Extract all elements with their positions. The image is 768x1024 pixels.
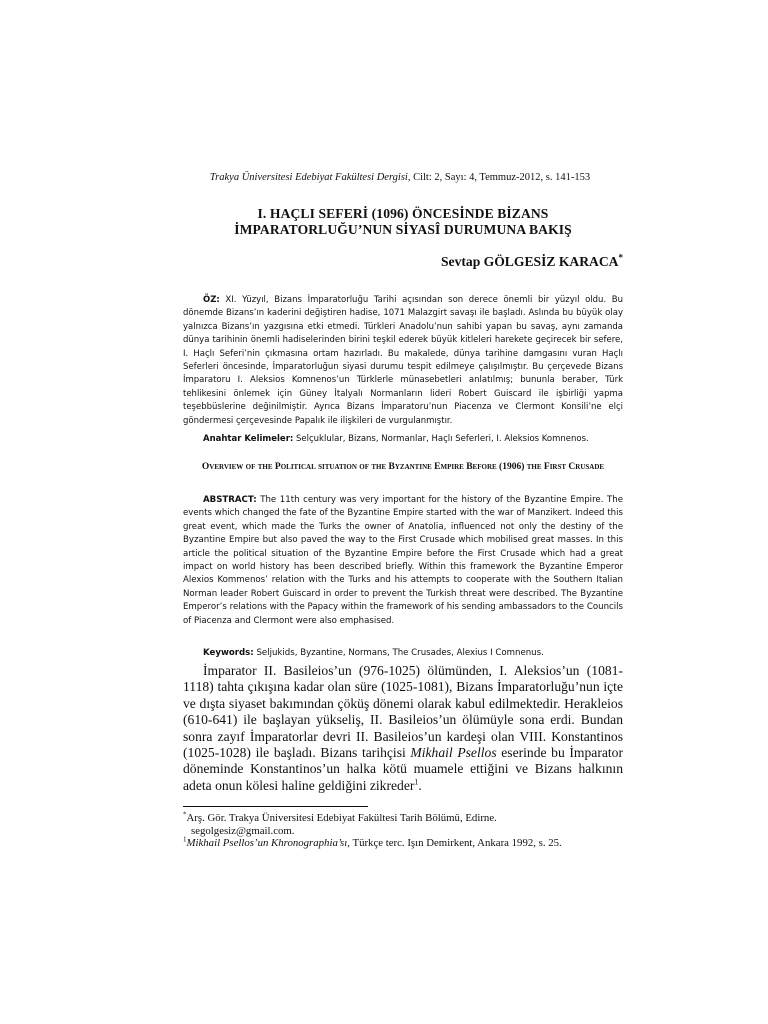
footnote-reference: 1 [414,777,419,787]
author-line [183,254,623,270]
footnote-1-email: segolgesiz@gmail.com. [191,825,295,837]
title-line-2: İMPARATORLUĞU’NUN SİYASÎ DURUMUNA BAKIŞ [234,222,572,237]
footnote-2-source: Mikhail Psellos’un Khronographia’sı [186,837,348,849]
abstract-label: ABSTRACT: [203,495,257,505]
footnote-1-mark: * [183,810,187,819]
english-keywords-text: Seljukids, Byzantine, Normans, The Crusades, Alexius I Comnenus. [253,648,544,658]
english-keywords-label: Keywords: [203,648,254,658]
body-text-part-1: İmparator II. Basileios’un (976-1025) ölümünden, I. Aleksios’un (1081-1118) tahta çıkışına kadar olan süre (1025-1081), Bizans İmparatorluğu’nun içte ve dışta siyaset bakımından çöküş dönemi olarak kabul edilmektedir. Herakleios (610-641) ile başlayan yükseliş, II. Basileios’un ölümüyle sona erdi. Bundan sonra zayıf İmparatorlar devri II. Basileios’un kardeşi olan VIII. Konstantinos (1025-1028) ile başladı. Bizans tarihçisi [183,663,623,761]
turkish-keywords-text: Selçuklular, Bizans, Normanlar, Haçlı Seferleri, I. Aleksios Komnenos. [293,434,589,444]
journal-issue: , Cilt: 2, Sayı: 4, Temmuz-2012, s. 141-153 [407,172,591,183]
turkish-abstract [183,294,623,428]
turkish-keywords [183,433,623,446]
body-italic-name: Mikhail Psellos [410,745,497,761]
article-title [183,206,623,238]
footnote-2-text: , Türkçe terc. Işın Demirkent, Ankara 1992, s. 25. [347,837,562,849]
footnote-2-mark: 1 [183,835,187,844]
english-keywords [183,647,623,660]
journal-name: Trakya Üniversitesi Edebiyat Fakültesi Dergisi [209,172,408,183]
turkish-keywords-label: Anahtar Kelimeler: [203,434,294,444]
oz-label: ÖZ: [203,295,220,305]
author-name: Sevtap GÖLGESİZ KARACA [440,254,619,269]
english-abstract [183,494,623,628]
oz-text: XI. Yüzyıl, Bizans İmparatorluğu Tarihi açısından son derece önemli bir yüzyıl oldu. Bu dönemde Bizans’ın kaderini değiştiren hadise, 1071 Malazgirt savaşı ile başladı. Aslında bu büyük olay yalnızca Bizans’ın yazgısına etki etmedi. Türkleri Anadolu’nun sahibi yapan bu savaş, aynı zamanda dünya tarihinin önemli hadiselerinden birini teşkil ederek büyük kitleleri harekete geçirecek bir sefere, I. Haçlı Seferi’nin çıkmasına ortam hazırladı. Bu makalede, dünya tarihine damgasını vuran Haçlı Seferleri öncesinde, İmparatorluğun siyasi durumu tespit edilmeye çalışılmıştır. Bu çerçevede Bizans İmparatoru I. Aleksios Komnenos’un Türklerle münasebetleri anlatılmış; bununla beraber, Türk tehlikesini önlemek için Güney İtalyalı Normanların lideri Robert Guiscard ile işbirliği yapma teşebbüslerine değinilmiştir. Ayrıca Bizans İmparatoru’nun Piacenza ve Clermont Konsili’ne elçi göndermesi çerçevesinde Papalık ile ilişkileri de vurgulanmıştır. [183,295,623,426]
title-line-1: I. HAÇLI SEFERİ (1096) ÖNCESİNDE BİZANS [257,206,549,221]
english-title: Overview of the Political situation of the Byzantine Empire Before (1906) the First Crusade [201,462,605,472]
author-footnote-mark: * [618,252,623,263]
journal-header [140,172,660,183]
abstract-text: The 11th century was very important for the history of the Byzantine Empire. The events which changed the fate of the Byzantine Empire started with the war of Manzikert. Indeed this great event, which made the Turks the owner of Anatolia, influenced not only the destiny of the Byzantine Empire but also paved the way to the First Crusade which mobilised great masses. In this article the political situation of the Byzantine Empire before the First Crusade which had a great impact on world history has been described briefly. Within this framework the Byzantine Emperor Alexios Kommenos’ relation with the Turks and his attempts to cooperate with the Southern Italian Norman leader Robert Guiscard in order to prevent the Turkish threat were described. The Byzantine Emperor’s relations with the Papacy within the framework of his sending ambassadors to the Councils of Piacenza and Clermont were also emphasised. [183,495,623,626]
body-paragraph [183,663,623,794]
body-text-part-2: eserinde bu İmparator döneminde Konstantinos’un halka kötü muamele ettiğini ve Bizans halkının adeta onun kölesi haline geldiğini zikreder [183,745,623,793]
footnote-2 [183,837,623,850]
footnote-1-text: Arş. Gör. Trakya Üniversitesi Edebiyat Fakültesi Tarih Bölümü, Edirne. [186,812,497,824]
footnote-divider [183,806,368,807]
footnote-1 [183,812,623,838]
body-text-part-3: . [418,777,422,793]
